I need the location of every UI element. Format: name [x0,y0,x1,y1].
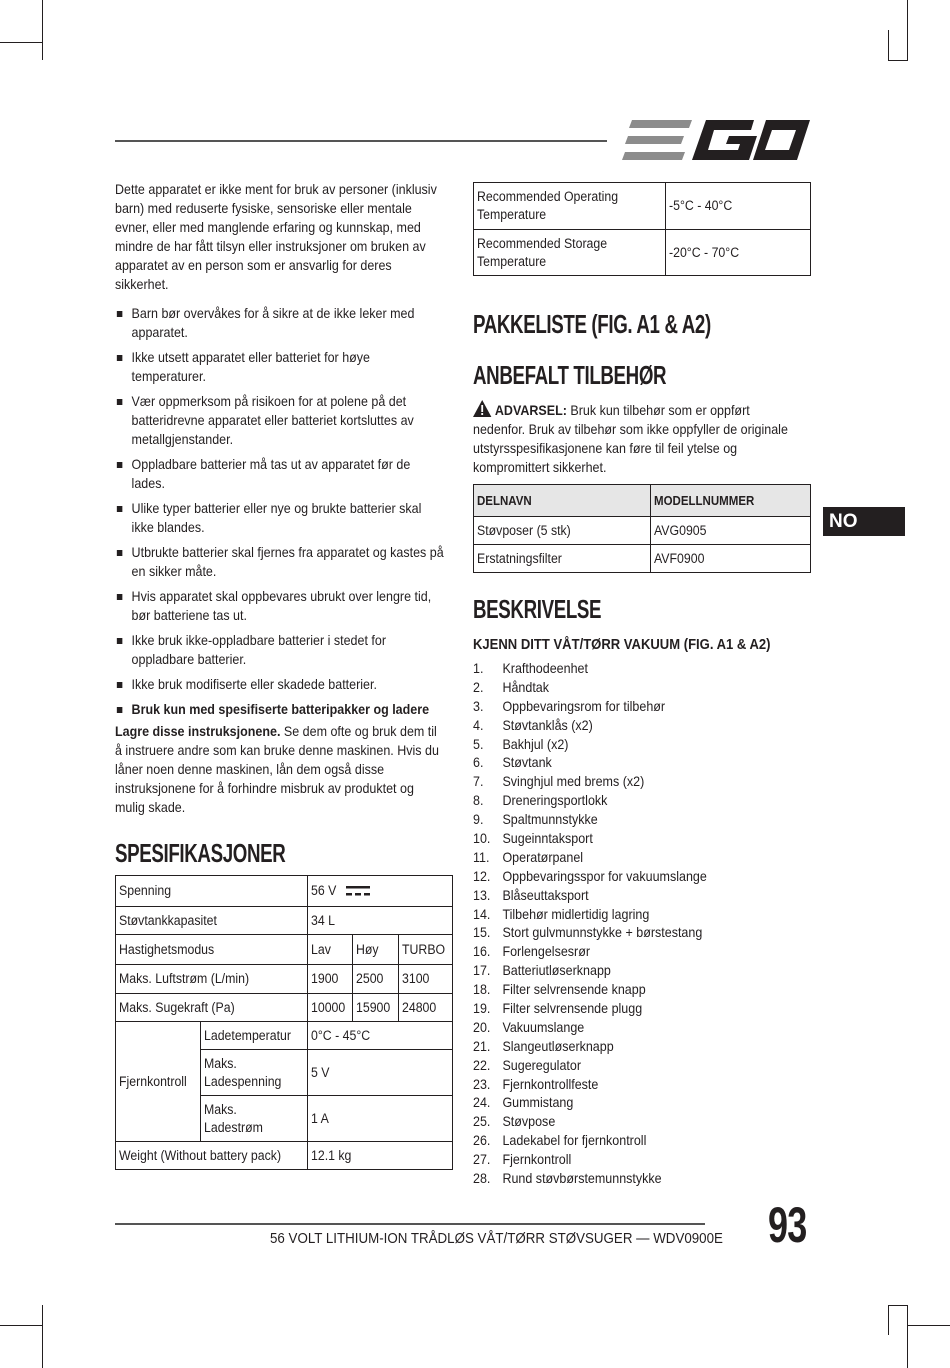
list-item: 11. Operatørpanel [473,849,584,865]
temperature-table [473,182,811,276]
bullet-square-icon [117,311,123,317]
spec-value: -5°C - 40°C [669,198,733,213]
intro-paragraph: Dette apparatet er ikke ment for bruk av personer (inklusiv barn) med reduserte fysiske, sensoriske eller mentale evner, eller med manglende erfaring og kunnskap, med mindre de har fått tilsyn eller instruksjoner om bruken av apparatet av en person som er ansvarlig for deres sikkerhet. [115,182,437,292]
table-row [116,1022,453,1050]
ego-logo [622,118,810,162]
list-item: 9. Spaltmunnstykke [473,812,598,828]
safety-bullet-list [115,304,446,725]
spec-value: 5 V [310,1064,330,1080]
spec-table [115,875,453,1170]
part-name: Erstatningsfilter [477,550,562,566]
table-row [474,545,811,573]
table-row [116,907,453,935]
list-item: 2. Håndtak [473,679,550,695]
warning-paragraph [473,400,804,477]
bullet-square-icon [117,550,123,556]
table-row [116,1142,453,1170]
table-header-row [474,485,811,517]
list-item: 23. Fjernkontrollfeste [473,1076,599,1092]
list-item: Barn bør overvåkes for å sikre at de ikke leker med apparatet. [115,304,446,342]
table-row [474,230,811,276]
list-item: 27. Fjernkontroll [473,1152,572,1168]
table-row [116,965,453,994]
list-item: Ikke bruk modifiserte eller skadede batterier. [115,675,446,694]
part-name: Støvposer (5 stk) [477,522,571,538]
list-item: 10. Sugeinntaksport [473,831,593,847]
bullet-square-icon [117,638,123,644]
spec-label: Ladetemperatur [203,1027,291,1043]
bullet-square-icon [117,355,123,361]
warning-label: ADVARSEL: [494,403,567,418]
list-item: Hvis apparatet skal oppbevares ubrukt over lengre tid, bør batteriene tas ut. [115,587,446,625]
crop-mark [0,1325,42,1326]
header-rule [115,140,607,142]
bullet-square-icon [117,682,123,688]
column-header: DELNAVN [477,493,532,508]
bullet-square-icon [117,594,123,600]
list-item: 20. Vakuumslange [473,1019,585,1035]
spec-heading: SPESIFIKASJONER [115,838,286,868]
list-item: Ikke bruk ikke-oppladbare batterier i stedet for oppladbare batterier. [115,631,446,669]
spec-label: Maks. Sugekraft (Pa) [119,999,235,1015]
list-item: 5. Bakhjul (x2) [473,736,569,752]
language-tab: NO [823,507,905,536]
list-item: 13. Blåseuttaksport [473,887,589,903]
spec-label: Maks. Ladespenning [203,1055,282,1089]
list-item: 6. Støvtank [473,755,552,771]
spec-value: 0°C - 45°C [310,1027,371,1043]
list-item: 12. Oppbevaringsspor for vakuumslange [473,868,707,884]
spec-value: 34 L [310,912,335,928]
accessories-table [473,484,811,573]
list-item: 15. Stort gulvmunnstykke + børstestang [473,925,703,941]
crop-mark [42,0,43,60]
list-item: 16. Forlengelsesrør [473,944,591,960]
warning-triangle-icon [473,400,491,417]
footer-rule [115,1223,705,1225]
spec-value: 2500 [356,971,384,986]
spec-label: Hastighetsmodus [119,941,215,957]
list-item: Ulike typer batterier eller nye og brukte batterier skal ikke blandes. [115,499,446,537]
list-item: 18. Filter selvrensende knapp [473,982,646,998]
direct-current-icon [346,885,370,897]
save-instructions-bold: Lagre disse instruksjonene. [115,724,281,739]
list-item: 17. Batteriutløserknapp [473,963,611,979]
table-row [474,517,811,545]
spec-value: Lav [310,941,331,957]
spec-label: Weight (Without battery pack) [119,1147,282,1163]
bullet-square-icon [117,399,123,405]
table-row [116,935,453,965]
spec-value: Høy [356,941,380,957]
save-instructions-text: Se dem ofte og bruk dem til å instruere andre som kan bruke denne maskinen. Hvis du låner noen denne maskinen, lån dem også disse instruksjonene for å forhindre misbruk av produktet og mulig skade. [115,724,439,815]
spec-value: TURBO [402,941,446,957]
spec-label: Maks. Luftstrøm (L/min) [119,971,250,986]
bullet-square-icon [117,506,123,512]
list-item: 24. Gummistang [473,1095,574,1111]
warning-text: Bruk kun tilbehør som er oppført nedenfor. Bruk av tilbehør som ikke oppfyller de originale utstyrsspesifikasjonene kan føre til feil ytelse og kompromittert sikkerhet. [473,403,788,475]
spec-label: Støvtankkapasitet [119,912,217,928]
crop-mark [888,1305,889,1335]
spec-value: -20°C - 70°C [669,244,740,260]
list-item: 22. Sugeregulator [473,1057,582,1073]
spec-label: Fjernkontroll [119,1073,187,1089]
save-instructions-paragraph [115,722,446,817]
column-header: MODELLNUMMER [654,493,755,508]
spec-label: Recommended Operating Temperature [477,189,619,222]
parts-list [473,660,777,1189]
list-item: Vær oppmerksom på risikoen for at polene på det batteridrevne apparatet eller batteriet kortsluttes av metallgjenstander. [115,392,446,449]
spec-value: 56 V [310,883,337,898]
crop-mark [907,1305,908,1368]
crop-mark [907,0,908,60]
list-item: 28. Rund støvbørstemunnstykke [473,1171,662,1187]
crop-mark [888,30,889,61]
list-item: 3. Oppbevaringsrom for tilbehør [473,698,666,714]
list-item: 4. Støvtanklås (x2) [473,717,593,733]
bullet-square-icon [117,462,123,468]
table-row [116,994,453,1022]
spec-value: 15900 [356,999,391,1015]
list-item: 26. Ladekabel for fjernkontroll [473,1133,647,1149]
spec-label: Recommended Storage Temperature [477,235,608,269]
model-number: AVG0905 [654,522,707,538]
spec-label: Maks. Ladestrøm [203,1101,263,1135]
list-item: 19. Filter selvrensende plugg [473,1001,643,1017]
description-subheading: KJENN DITT VÅT/TØRR VAKUUM (FIG. A1 & A2) [473,637,771,653]
list-item: 8. Dreneringsportlokk [473,793,608,809]
crop-mark [908,1325,950,1326]
list-item: 14. Tilbehør midlertidig lagring [473,906,650,922]
crop-mark [888,1305,908,1306]
crop-mark [888,60,908,61]
footer-text: 56 VOLT LITHIUM-ION TRÅDLØS VÅT/TØRR STØVSUGER — WDV0900E [270,1231,723,1247]
crop-mark [0,42,42,43]
bullet-square-icon [117,707,123,713]
list-item: Utbrukte batterier skal fjernes fra apparatet og kastes på en sikker måte. [115,543,446,581]
list-item: 7. Svinghjul med brems (x2) [473,774,645,790]
spec-value: 12.1 kg [310,1147,352,1163]
crop-mark [42,1305,43,1368]
spec-value: 1900 [310,971,339,986]
list-item: Bruk kun med spesifiserte batteripakker og ladere [115,700,446,719]
table-row [116,876,453,907]
page-number: 93 [768,1197,807,1253]
spec-value: 24800 [402,999,437,1015]
spec-value: 3100 [402,971,430,986]
table-row [474,183,811,230]
list-item: 25. Støvpose [473,1114,556,1130]
list-item: Ikke utsett apparatet eller batteriet for høye temperaturer. [115,348,446,386]
packing-list-heading: PAKKELISTE (FIG. A1 & A2) [473,309,711,339]
accessories-heading: ANBEFALT TILBEHØR [473,360,667,390]
list-item: 21. Slangeutløserknapp [473,1038,614,1054]
list-item: Oppladbare batterier må tas ut av apparatet før de lades. [115,455,446,493]
description-heading: BESKRIVELSE [473,594,602,624]
list-item: 1. Krafthodeenhet [473,661,588,676]
spec-value: 1 A [310,1110,329,1126]
model-number: AVF0900 [654,550,705,566]
spec-value: 10000 [310,999,346,1015]
spec-label: Spenning [119,883,172,898]
